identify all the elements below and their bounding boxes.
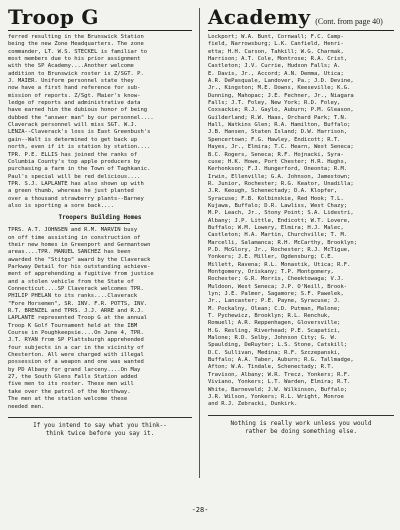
- academy-column: [208, 6, 394, 436]
- subheading-rule: [70, 223, 130, 224]
- troop-g-paragraph-1: ferred resulting in the Brunswick Station being the new Zone Headquarters. The zone commander, LT. W.S. STECKEL is familiar to most members due to his prior assignment with the SP Academy....Another welcome addition to Brunswick roster is Z/SGT. P. J. MAIER. Uniform personnel state they now have a first hand reference for sub- mission of reports. Z/Sgt. Maier's know- ledge of reports and administrative data have earned him the dubious honor of being dubbed the "answer man" by our personnel.... Claverack personnel will miss SGT. W.J. LENZA--Claverack's loss is East Greenbush's gain--Walt is determined to get back up north, even if it is station by station.... TPR. P.E. ELLIS has joined the ranks of Columbia County's top apple producers by purchasing a farm in the Town of Taghkanic. Paul's special will be red delicious.... TPR. S.J. LAPLANTE has also shown up with a green thumb, whereas he just planted over a thousand strawberry plants--Barney also is sporting a sore back....: [8, 34, 154, 209]
- academy-title: Academy: [208, 5, 311, 29]
- column-divider: [199, 8, 200, 478]
- troop-g-title: Troop G: [8, 5, 99, 29]
- footnote-rule-right: [208, 415, 394, 416]
- troop-g-paragraph-2: TPRS. A.T. JOHNSEN and R.M. MARVIN busy on off time assisting in construction of their new homes in Greenport and Germantown areas....TPR. MANUEL SANCHEZ has been awarded the "Stitgo" award by the Claverack Parkway Detail for his outstanding achieve- ment of apprehending a fugitive from justice and a stolen vehicle from the State of Connecticut....SP Claverack welcomes TPR. PHILIP PHELAN to its ranks....Claverack "Fore Horsemen", SR. INV. F.R. POTTS, INV. R.T. BRENZEL and TPRS. J.J. ARRE and R.J. LAPLANTE represented Troop G at the annual Troop K Golf Tournament held at the IBM Course in Poughkeepsie....On June 4, TPR. J.T. RYAN from SP Plattsburgh apprehended four subjects in a car in the vicinity of Chesterton. All were charged with illegal possession of a weapon and one was wanted by PD Albany for grand larceny....On May 27, the South Glens Falls Station added five men to its roster. These men will take over the patrol of the Northway. The men at the station welcome these needed men.: [8, 227, 154, 410]
- page-number: -28-: [191, 506, 209, 514]
- academy-header: [208, 6, 394, 28]
- continued-note: (Cont. from page 40): [315, 17, 383, 26]
- title-rule: [208, 30, 394, 31]
- footnote-rule-left: [8, 417, 192, 418]
- footnote-right: Nothing is really work unless you would rather be doing something else.: [230, 419, 372, 435]
- academy-paragraph: Lockport; W.A. Bunt, Cornwall; F.C. Camp- field, Narrowsburg; L.K. Canfield, Henri- etta; H.H. Carson, Tahkill; W.G. Charmak, Harrison; A.T. Cole, Montrose; R.A. Crist, Castleton; J.V. Currie, Hudson Falls; A. E. Davis, Jr., Accord; A.N. Demma, Utica; A.R. DePasquale, Landover, Pa.; J.D. Devine, Jr., Kingston; M.E. Downs, Keeseville; K.G. Dunning, Mahopac; J.E. Fechner, Jr., Niagara Falls; J.T. Foley, New York; R.D. Foley, Coxsackie; R.J. Gaylo, Auburn; P.M. Gleason, Guilderland; R.W. Haas, Orchard Park; T.N. Hall, Watkins Glen; R.A. Hamilton, Buffalo; J.B. Hansen, Staten Island; D.W. Harrison, Spencertown; F.G. Hawley, Endicott; R.T. Hayes, Jr., Elmira; T.C. Hearn, West Seneca; B.C. Rogers, Seneca; R.F. Hojnacki, Syra- cuse; H.K. Howe, Port Chester; H.R. Hughs, Kerhonkson; F.J. Hungerford, Oneonta; R.M. Irwin, Ellenville; G.A. Johnson, Jamestown; R. Junior, Rochester; R.G. Keator, Unadilla; J.R. Keough, Schenectady; D.A. Klopfer, Syracuse; F.B. Kolbinskie, Red Hook; T.L. Kujawa, Buffalo; D.R. Lawliss, West Chazy; M.P. Leach, Jr., Stony Point; S.A. Lidestri, Albany; J.P. Little, Endicott; W.T. Lovere, Buffalo; W.M. Lowery, Elmira; H.J. Malec, Castleton; H.A. Martin, Churchville; T. M. Marcelli, Salamanca; R.H. McCarthy, Brooklyn; P.D. McGlory, Jr., Rochester; R.J. McTigue, Yonkers; J.E. Miller, Ogdensburg; C.E. Millett, Ravena; R.L. Monastik, Utica; R.F. Montgomery, Oriskany; T.P. Montgomery, Rochester; G.R. Morris, Cheektowaga; V.J. Muldoon, West Seneca; J.P. O'Neill, Brook- lyn; J.E. Palmer, Sagamore; S.F. Pawelek, Jr., Lancaster; P.E. Payne, Syracuse; J. M. Pockalny, Olean; C.D. Putman, Malone; T. Pychewicz, Brooklyn; R.L. Renchuk, Romuell; A.R. Reppenhagen, Gloversville; H.G. Resling, Riverhead; P.E. Scapatici, Malone; R.D. Selby, Johnson City; G. W. Spaulding, DeRuyter; L.S. Stone, Catskill; D.C. Sullivan, Medina; R.F. Szczepanski, Buffalo; A.A. Taber, Auburn; R.G. Tallmadge, Afton; W.A. Tindale, Schenectady; R.T. Travison, Albany; W.R. Trecz, Yonkers; R.F. Viviano, Yonkers; L.T. Warden, Elmira; R.T. White, Barneveld; J.W. Wilkinson, Buffalo; J.R. Wilson, Yonkers; R.L. Wright, Monroe and R.J. Zebracki, Dunkirk.: [208, 34, 358, 408]
- title-rule: [8, 30, 192, 31]
- troop-g-column: [8, 6, 192, 438]
- footnote-left: If you intend to say what you think-- think twice before you say it.: [33, 421, 167, 437]
- section-subheading: Troopers Building Homes: [58, 214, 142, 222]
